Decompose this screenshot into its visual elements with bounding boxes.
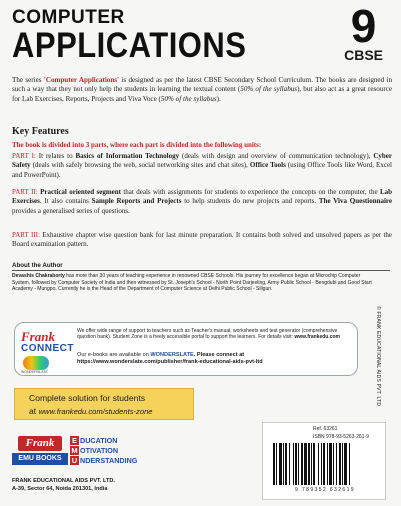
motto-word: DUCATION [80, 436, 118, 445]
barcode-stripe [289, 443, 290, 485]
part-text: . It also contains [39, 197, 92, 206]
publisher-name: FRANK EDUCATIONAL AIDS PVT. LTD. [12, 478, 115, 484]
ebooks-text: Our e-books are available on [77, 352, 151, 358]
barcode-stripe [329, 443, 332, 485]
barcode-stripe [336, 443, 337, 485]
key-features-lead: The book is divided into 3 parts, where each part is divided into the following units: [12, 141, 262, 149]
series-name: 'Computer Applications' [43, 76, 120, 84]
book-title [12, 7, 247, 65]
part-text: to help students do new projects and reports. [181, 197, 319, 206]
board-label: CBSE [344, 47, 383, 63]
part-text: (using Office Tools like Word, Excel and PowerPoint). [12, 161, 392, 179]
syllabus-note: 50% of the syllabus [240, 85, 298, 94]
motto-line [70, 436, 140, 446]
key-features-heading: Key Features [12, 126, 69, 137]
barcode-stripe [298, 443, 299, 485]
motto-cap: E [71, 436, 77, 445]
solution-url-line [29, 406, 153, 416]
part-text: (deals with safely browsing the web, social networking sites and chat sites), [30, 161, 250, 170]
barcode-stripe [318, 443, 319, 485]
isbn-number: ISBN 978-93-5263-261-9 [313, 434, 369, 440]
motto-cap: M [71, 446, 78, 455]
intro-paragraph [12, 76, 392, 104]
barcode-stripe [276, 443, 277, 485]
frank-emu-logo [12, 436, 68, 472]
barcode-icon [273, 443, 377, 485]
publisher-address: A-39, Sector 64, Noida 201301, India [12, 486, 108, 492]
part-bold: Cyber Safety [12, 152, 393, 170]
barcode-stripe [304, 443, 307, 485]
part-text: Exhaustive chapter wise question bank for last minute preparation. It contains both solved and unsolved papers as per the Board examination pattern. [12, 231, 392, 249]
part-3-paragraph [12, 231, 392, 250]
barcode-stripe [295, 443, 297, 485]
wonderslate-brand: WONDERSLATE [150, 352, 194, 358]
intro-text: The series [12, 76, 44, 84]
part-label: PART III: [12, 231, 40, 239]
motto-cap: U [71, 456, 78, 465]
motto-word: OTIVATION [80, 446, 119, 455]
title-line-2: APPLICATIONS [12, 24, 247, 65]
frank-connect-box [14, 322, 358, 376]
part-text: that deals with assignments for students to experience the concepts on the computer, the [121, 188, 380, 196]
ebooks-notice [77, 352, 353, 366]
part-bold: Practical oriented segment [40, 188, 121, 196]
students-zone-banner [14, 388, 194, 420]
title-line-1: COMPUTER [12, 7, 125, 28]
barcode-stripe [333, 443, 334, 485]
part-1-paragraph [12, 152, 392, 180]
barcode-stripe [344, 443, 347, 485]
part-text: (deals with design and overview of communication technology), [179, 152, 374, 160]
barcode-stripe [349, 443, 350, 485]
intro-text: ), but also act as a great resource for Lab Exercises, Reports, Projects and Viva Voce ( [12, 85, 392, 103]
barcode-stripe [279, 443, 282, 485]
barcode-stripe [339, 443, 341, 485]
part-text: provides a generalised series of questions. [12, 206, 130, 215]
ebooks-text: . Please connect at [193, 352, 245, 358]
barcode-digits: 9 789352 632619 [295, 487, 355, 493]
connect-support-text [77, 328, 349, 340]
frankedu-link[interactable]: www.frankedu.com [294, 334, 341, 341]
part-bold: Office Tools [249, 161, 286, 170]
wonderslate-icon [23, 356, 49, 370]
part-label: PART I: [12, 152, 36, 160]
divider [12, 270, 390, 271]
part-bold: The Viva Questionnaire [318, 197, 393, 206]
about-author-heading: About the Author [12, 262, 63, 269]
barcode-stripe [342, 443, 343, 485]
motto-line [70, 456, 140, 466]
part-bold: Basics of Information Technology [75, 152, 180, 160]
barcode-stripe [308, 443, 310, 485]
copyright-vertical [375, 306, 385, 406]
connect-logo-top: Frank [21, 329, 55, 344]
author-name: Devashis Chakraborty [12, 273, 65, 279]
author-bio: has more than 30 years of teaching experience in renowned CBSE Schools. His journey for excellence began at Microchip Computer System, followed by Computer Society of India and then witnessed by St. Joseph's School - North Point Darjeeling, Army Public School - Bengdubi and Good Start Academy - Mungpo. Currently he is the Head of the Department of Computer Science at Delhi Public School - Siliguri. [12, 273, 372, 292]
barcode-stripe [283, 443, 284, 485]
part-2-paragraph [12, 188, 392, 216]
barcode-stripe [293, 443, 294, 485]
frank-connect-logo [21, 329, 74, 354]
part-text: It relates to [35, 152, 76, 160]
intro-text: ). [216, 94, 221, 103]
copyright-text: © FRANK EDUCATIONAL AIDS PVT. LTD. [375, 306, 381, 408]
barcode-stripe [327, 443, 328, 485]
emu-books-logo-text: EMU BOOKS [12, 453, 68, 465]
part-bold: Sample Reports and Projects [91, 197, 182, 206]
about-author-text [12, 273, 372, 293]
solution-text: Complete solution for students [29, 393, 146, 403]
syllabus-note: 50% of the syllabus [160, 94, 217, 103]
barcode-stripe [273, 443, 275, 485]
barcode-stripe [313, 443, 315, 485]
emu-motto [70, 436, 140, 466]
motto-line [70, 446, 140, 456]
ref-number: Ref. 63261 [313, 426, 338, 432]
part-bold: Lab Exercises [12, 188, 393, 206]
frank-logo-text: Frank [18, 436, 62, 451]
support-text: We offer wide range of support to teachers such as Teacher's manual, worksheets and test generator (comprehensive question bank). Student Zone is a freely accessible portal to support the learners. For details visit: [77, 328, 338, 341]
barcode-stripe [323, 443, 325, 485]
wonderslate-link[interactable]: https://www.wonderslate.com/publisher/frank-educational-aids-pvt-ltd [77, 359, 263, 365]
barcode-stripe [311, 443, 312, 485]
grade-number: 9 [350, 0, 377, 52]
solution-at: at [29, 406, 39, 416]
intro-text: is designed as per the latest CBSE Secondary School Curriculum. The books are designed in such a way that they not only help the students in learning the textual content ( [12, 76, 392, 94]
wonderslate-logo-label: WONDERSLATE [21, 370, 48, 374]
barcode-panel [262, 422, 386, 500]
motto-word: NDERSTANDING [80, 456, 138, 465]
part-label: PART II: [12, 188, 38, 196]
barcode-stripe [285, 443, 287, 485]
publisher-logo [12, 436, 138, 476]
barcode-stripe [301, 443, 303, 485]
barcode-stripe [321, 443, 322, 485]
grade-badge [344, 0, 383, 63]
students-zone-link[interactable]: www.frankedu.com/students-zone [38, 407, 153, 416]
connect-logo-bottom: CONNECT [21, 343, 74, 354]
